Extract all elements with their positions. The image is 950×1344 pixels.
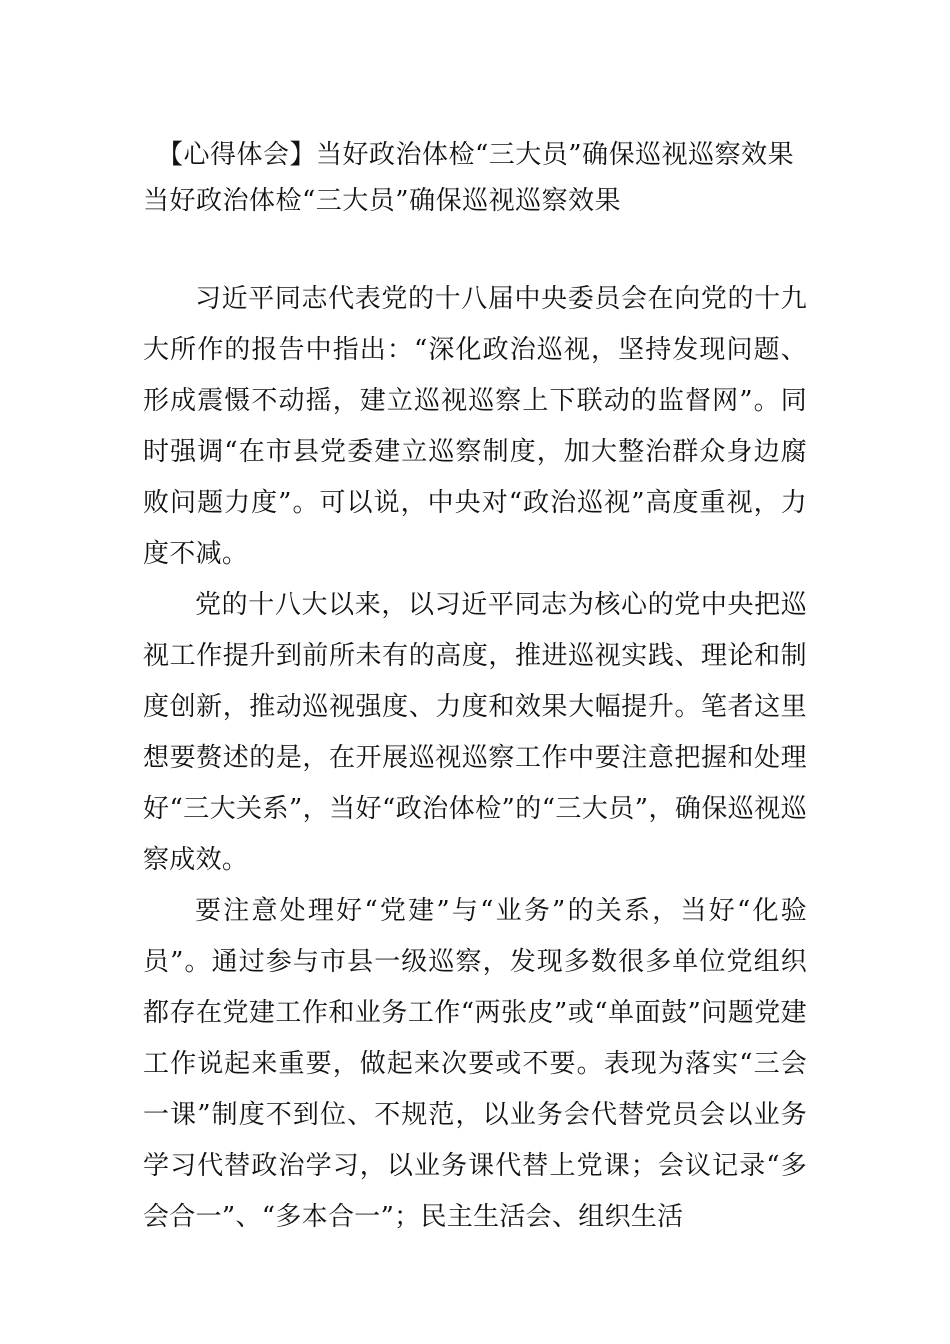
paragraph-3: 要注意处理好“党建”与“业务”的关系，当好“化验员”。通过参与市县一级巡察，发现多数很多单位党组织都存在党建工作和业务工作“两张皮”或“单面鼓”问题党建工作说起来重要，做起来次要或不要。表现为落实“三会一课”制度不到位、不规范，以业务会代替党员会以业务学习代替政治学习，以业务课代替上党课；会议记录“多会合一”、“多本合一”；民主生活会、组织生活 [143, 896, 807, 1232]
document-title [143, 132, 823, 224]
title-line-2: 当好政治体检“三大员”确保巡视巡察效果 [143, 186, 622, 216]
paragraph-1: 习近平同志代表党的十八届中央委员会在向党的十九大所作的报告中指出：“深化政治巡视，坚持发现问题、形成震慑不动摇，建立巡视巡察上下联动的监督网”。同时强调“在市县党委建立巡察制度，加大整治群众身边腐败问题力度”。可以说，中央对“政治巡视”高度重视，力度不减。 [143, 284, 807, 569]
paragraph-2: 党的十八大以来，以习近平同志为核心的党中央把巡视工作提升到前所未有的高度，推进巡视实践、理论和制度创新，推动巡视强度、力度和效果大幅提升。笔者这里想要赘述的是，在开展巡视巡察工作中要注意把握和处理好“三大关系”，当好“政治体检”的“三大员”，确保巡视巡察成效。 [143, 590, 807, 875]
title-line-1: 【心得体会】当好政治体检“三大员”确保巡视巡察效果 [157, 140, 795, 170]
document-body [143, 274, 807, 1243]
